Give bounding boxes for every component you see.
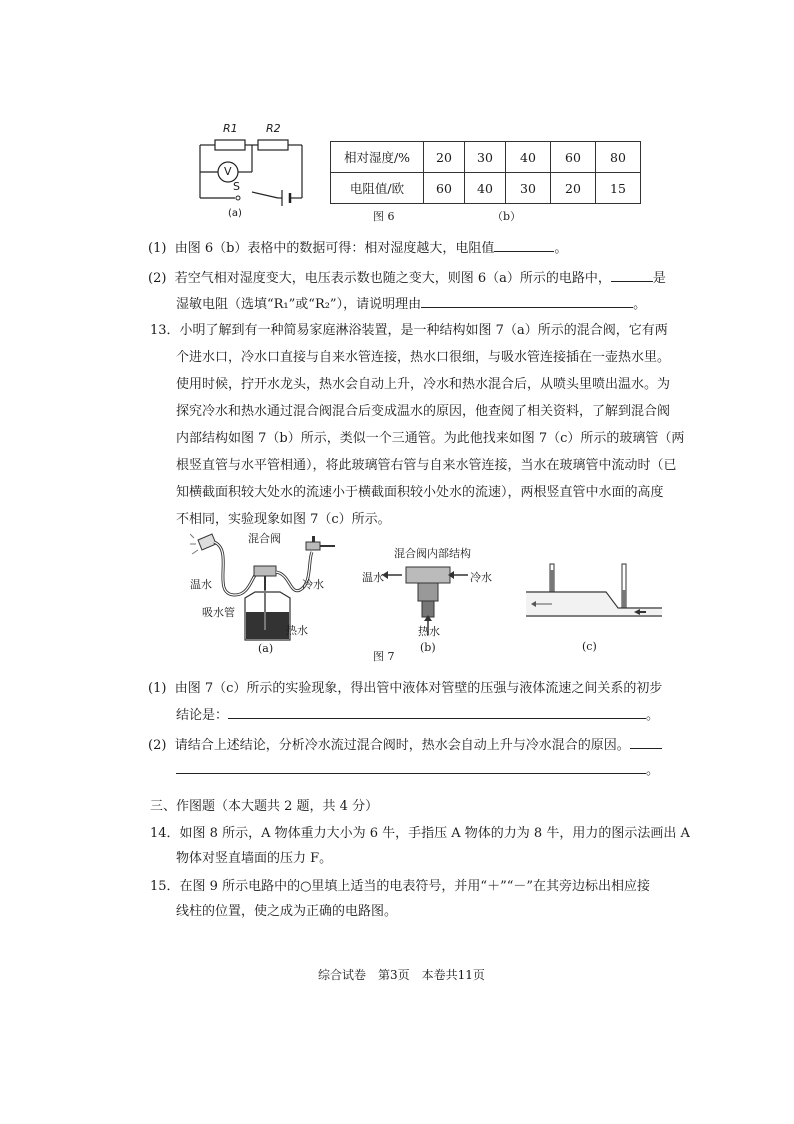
resistor-r2 (258, 140, 288, 150)
glass-tube-diagram (522, 560, 672, 640)
fig7c-caption: (c) (582, 640, 597, 653)
table-header: 电阻值/欧 (331, 173, 424, 204)
table-cell: 30 (506, 173, 551, 204)
q13-line: 探究冷水和热水通过混合阀混合后变成温水的原因，他查阅了相关资料，了解到混合阀 (176, 404, 671, 419)
q12-part1: (1) 由图 6（b）表格中的数据可得：相对湿度越大，电阻值 。 (148, 238, 567, 258)
fig6a-caption: (a) (228, 208, 242, 219)
q15-line2: 线柱的位置，使之成为正确的电路图。 (176, 904, 398, 919)
warm-label: 温水 (362, 571, 384, 584)
figure-7c (522, 560, 672, 655)
table-cell: 15 (596, 173, 641, 204)
q12-part2-line1: (2) 若空气相对湿度变大，电压表示数也随之变大，则图 6（a）所示的电路中， 是 (148, 268, 666, 288)
switch-label: S (233, 180, 240, 193)
r2-label: R2 (266, 122, 281, 135)
q14-line2: 物体对竖直墙面的压力 F。 (176, 851, 333, 866)
q13-line: 使用时候，拧开水龙头，热水会自动上升，冷水和热水混合后，从喷头里喷出温水。为 (176, 377, 671, 392)
q15-line1: 15．在图 9 所示电路中的○里填上适当的电表符号，并用“＋”“－”在其旁边标出相应接 (150, 879, 651, 894)
r1-label: R1 (223, 122, 238, 135)
resistor-r1 (215, 140, 245, 150)
answer-blank[interactable] (630, 735, 662, 749)
table-cell: 20 (424, 142, 465, 173)
humidity-table (330, 141, 641, 204)
voltmeter-label: V (224, 165, 232, 178)
figure-7-label: 图 7 (373, 650, 395, 663)
section-3-title: 三、作图题（本大题共 2 题，共 4 分） (150, 799, 379, 814)
answer-blank[interactable] (176, 760, 646, 774)
fig6b-caption: （b） (492, 210, 522, 223)
answer-blank[interactable] (228, 705, 646, 719)
suction-tube-label: 吸水管 (202, 606, 235, 619)
circuit-diagram (190, 120, 320, 225)
fig7a-caption: (a) (258, 642, 274, 655)
q12-part2-line2: 湿敏电阻（选填“R₁”或“R₂”），请说明理由 。 (176, 294, 646, 314)
q13-line: 个进水口，冷水口直接与自来水管连接，热水口很细，与吸水管连接插在一壶热水里。 (176, 350, 671, 365)
figure-6a-circuit (190, 120, 320, 225)
q13-line: 知横截面积较大处水的流速小于横截面积较小处水的流速），两根竖直管中水面的高度 (176, 485, 664, 500)
figure-7a (190, 530, 340, 655)
table-cell: 20 (551, 173, 596, 204)
figure-6-label: 图 6 (373, 210, 395, 223)
cold-label: 冷水 (302, 578, 324, 591)
page-footer: 综合试卷 第3页 本卷共11页 (318, 968, 485, 982)
q13-line: 不相同，实验现象如图 7（c）所示。 (176, 512, 391, 527)
q13-part2-line1: (2) 请结合上述结论，分析冷水流过混合阀时，热水会自动上升与冷水混合的原因。 (148, 735, 662, 755)
q13-part2-line2: 。 (176, 760, 659, 780)
q13-line: 13．小明了解到有一种简易家庭淋浴装置，是一种结构如图 7（a）所示的混合阀，它有两 (150, 323, 668, 338)
cold-label: 冷水 (470, 571, 492, 584)
answer-blank[interactable] (611, 268, 653, 282)
table-row (331, 142, 641, 173)
table-cell: 40 (465, 173, 506, 204)
shower-mixer-diagram (190, 530, 340, 655)
table-cell: 60 (551, 142, 596, 173)
table-cell: 80 (596, 142, 641, 173)
answer-blank[interactable] (421, 294, 633, 308)
answer-blank[interactable] (494, 238, 554, 252)
q13-line: 根竖直管与水平管相通），将此玻璃管右管与自来水管连接，当水在玻璃管中流动时（已 (176, 458, 677, 473)
warm-label: 温水 (190, 578, 212, 591)
table-cell: 30 (465, 142, 506, 173)
mix-valve-label: 混合阀 (248, 532, 281, 545)
table-row (331, 173, 641, 204)
figure-7b (362, 545, 492, 655)
q13-part1-line1: (1) 由图 7（c）所示的实验现象，得出管中液体对管壁的压强与液体流速之间关系的初步 (148, 681, 663, 696)
hot-label: 热水 (418, 625, 440, 638)
q14-line1: 14．如图 8 所示，A 物体重力大小为 6 牛，手指压 A 物体的力为 8 牛，用力的图示法画出 A (150, 826, 690, 841)
hot-label: 热水 (286, 624, 308, 637)
q13-line: 内部结构如图 7（b）所示，类似一个三通管。为此他找来如图 7（c）所示的玻璃管（两 (176, 431, 685, 446)
table-header: 相对湿度/% (331, 142, 424, 173)
valve-structure-title: 混合阀内部结构 (394, 547, 471, 560)
figure-6b-table (330, 141, 641, 204)
table-cell: 60 (424, 173, 465, 204)
q13-part1-line2: 结论是： 。 (176, 705, 659, 725)
fig7b-caption: (b) (420, 641, 436, 654)
table-cell: 40 (506, 142, 551, 173)
